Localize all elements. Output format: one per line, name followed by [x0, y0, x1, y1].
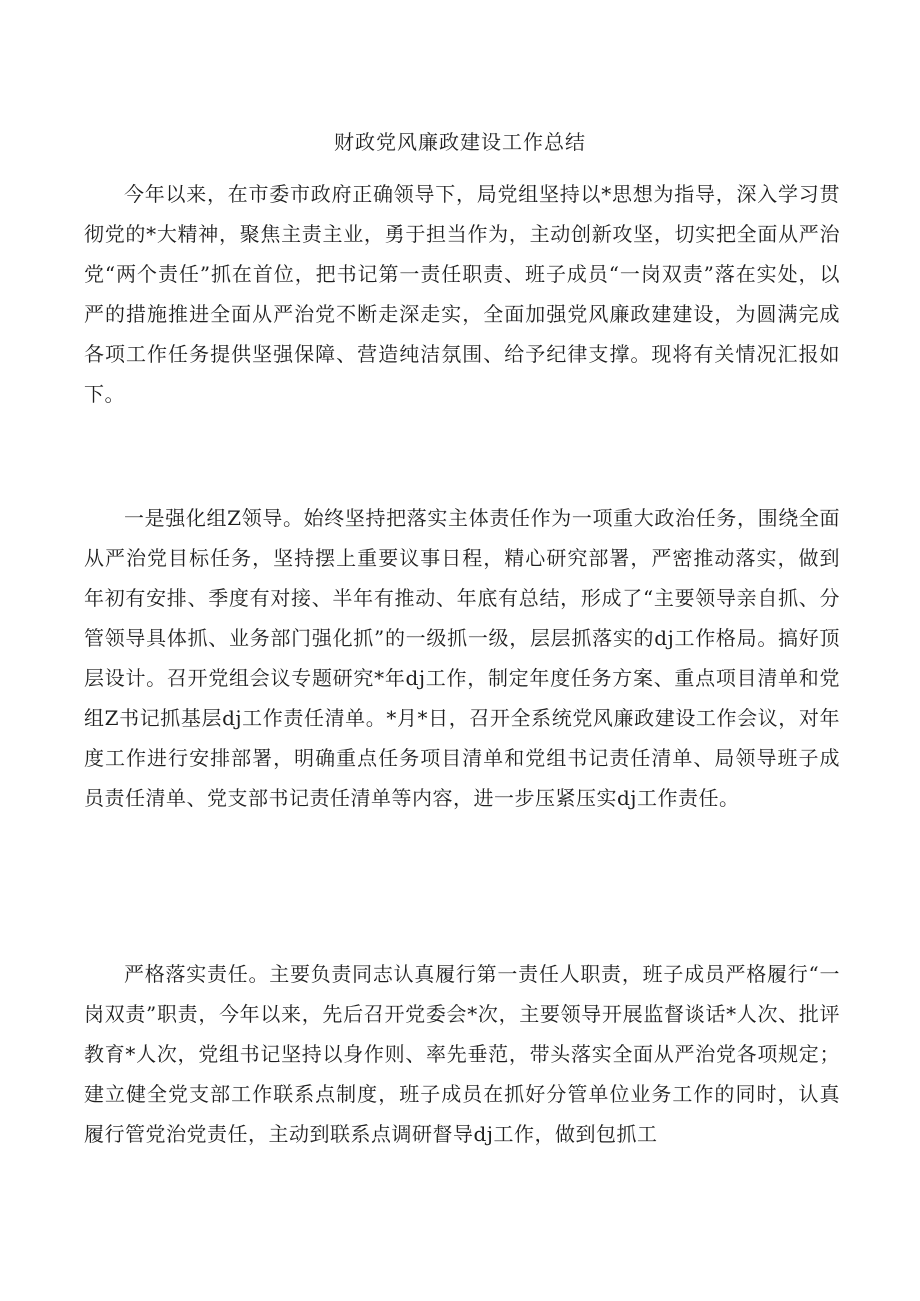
document-title: 财政党风廉政建设工作总结	[334, 130, 586, 154]
paragraph-leadership: 一是强化组Z领导。始终坚持把落实主体责任作为一项重大政治任务，围绕全面从严治党目标任务，坚持摆上重要议事日程，精心研究部署，严密推动落实，做到年初有安排、季度有对接、半年有推动、年底有总结，形成了“主要领导亲自抓、分管领导具体抓、业务部门强化抓”的一级抓一级，层层抓落实的dj工作格局。搞好顶层设计。召开党组会议专题研究*年dj工作，制定年度任务方案、重点项目清单和党组Z书记抓基层dj工作责任清单。*月*日，召开全系统党风廉政建设工作会议，对年度工作进行安排部署，明确重点任务项目清单和党组书记责任清单、局领导班子成员责任清单、党支部书记责任清单等内容，进一步压紧压实dj工作责任。	[84, 506, 840, 810]
paragraph-responsibility: 严格落实责任。主要负责同志认真履行第一责任人职责，班子成员严格履行“一岗双责”职责，今年以来，先后召开党委会*次，主要领导开展监督谈话*人次、批评教育*人次，党组书记坚持以身作则、率先垂范，带头落实全面从严治党各项规定；建立健全党支部工作联系点制度，班子成员在抓好分管单位业务工作的同时，认真履行管党治党责任，主动到联系点调研督导dj工作，做到包抓工	[84, 962, 840, 1146]
paragraph-intro: 今年以来，在市委市政府正确领导下，局党组坚持以*思想为指导，深入学习贯彻党的*大精神，聚焦主责主业，勇于担当作为，主动创新攻坚，切实把全面从严治党“两个责任”抓在首位，把书记第一责任职责、班子成员“一岗双责”落在实处，以严的措施推进全面从严治党不断走深走实，全面加强党风廉政建建设，为圆满完成各项工作任务提供坚强保障、营造纯洁氛围、给予纪律支撑。现将有关情况汇报如下。	[84, 182, 840, 406]
